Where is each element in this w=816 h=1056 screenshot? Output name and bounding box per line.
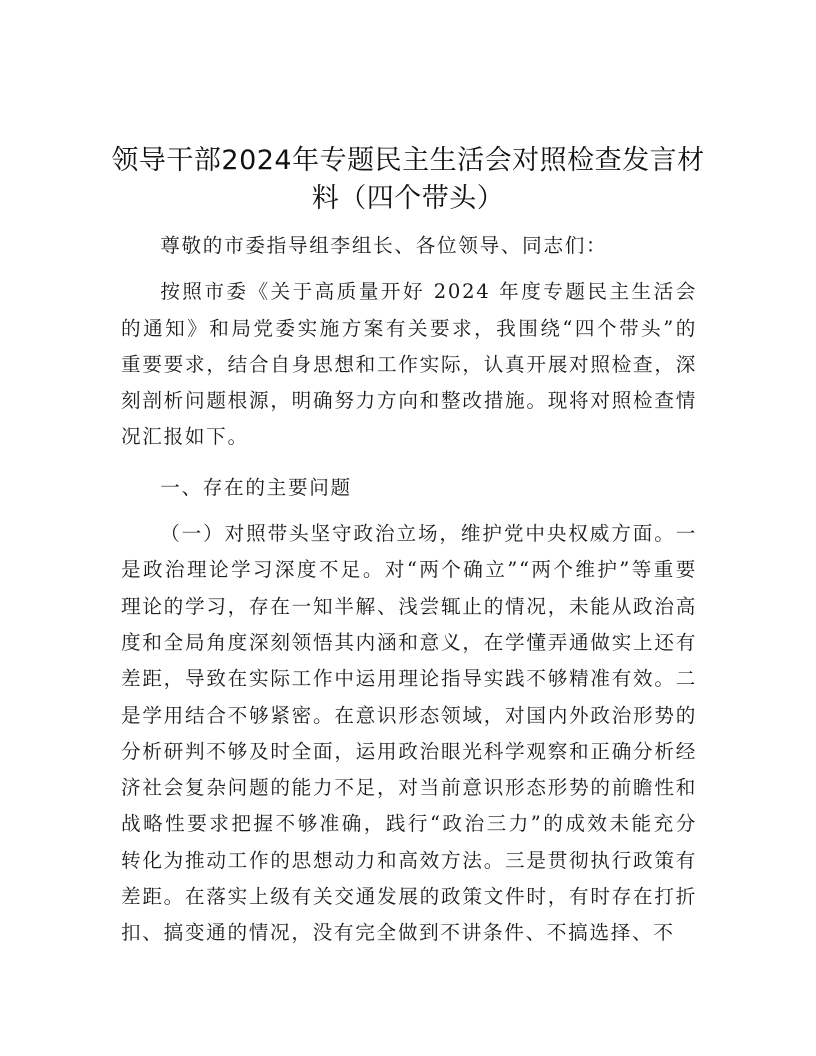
subsection-paragraph: （一）对照带头坚守政治立场，维护党中央权威方面。一是政治理论学习深度不足。对“两个确立”“两个维护”等重要理论的学习，存在一知半解、浅尝辄止的情况，未能从政治高度和全局角度深刻领悟其内涵和意义，在学懂弄通做实上还有差距，导致在实际工作中运用理论指导实践不够精准有效。二是学用结合不够紧密。在意识形态领域，对国内外政治形势的分析研判不够及时全面，运用政治眼光科学观察和正确分析经济社会复杂问题的能力不足，对当前意识形态形势的前瞻性和战略性要求把握不够准确，践行“政治三力”的成效未能充分转化为推动工作的思想动力和高效方法。三是贯彻执行政策有差距。在落实上级有关交通发展的政策文件时，有时存在打折扣、搞变通的情况，没有完全做到不讲条件、不搞选择、不: [121, 522, 697, 945]
salutation: 尊敬的市委指导组李组长、各位领导、同志们：: [160, 234, 608, 257]
intro-paragraph: 按照市委《关于高质量开好 2024 年度专题民主生活会的通知》和局党委实施方案有关要求，我围绕“四个带头”的重要要求，结合自身思想和工作实际，认真开展对照检查，深刻剖析问题根源，明确努力方向和整改措施。现将对照检查情况汇报如下。: [121, 280, 697, 449]
section-heading: 一、存在的主要问题: [160, 475, 352, 499]
document-title: 领导干部2024年专题民主生活会对照检查发言材料（四个带头）: [111, 145, 705, 214]
document-body: [121, 228, 697, 952]
